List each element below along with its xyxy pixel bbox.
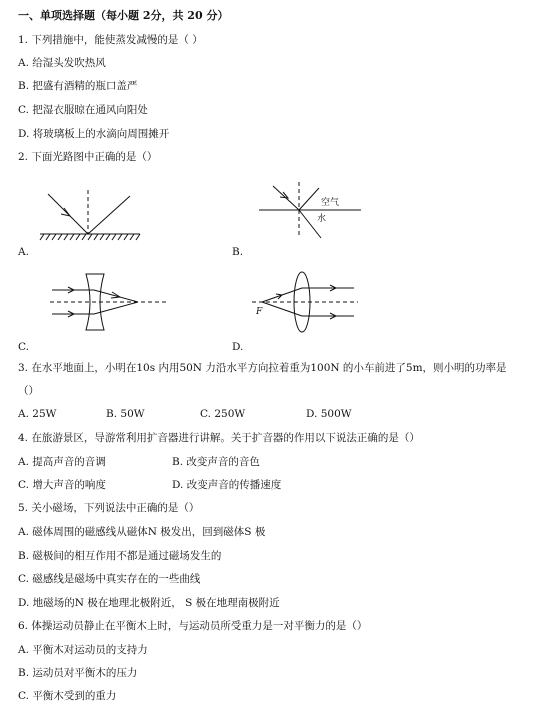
question-1-option-a: A. 给湿头发吹热风: [18, 57, 106, 69]
question-4-stem: 4. 在旅游景区，导游常利用扩音器进行讲解。关于扩音器的作用以下说法正确的是（）: [18, 432, 420, 444]
question-6-option-c: C. 平衡木受到的重力: [18, 690, 117, 702]
figure-c-concave-lens: [48, 270, 168, 334]
question-1-option-d: D. 将玻璃板上的水滴向周围摊开: [18, 128, 170, 140]
question-4-option-a: A. 提高声音的音调: [18, 456, 106, 468]
question-5-stem: 5. 关小磁场，下列说法中正确的是（）: [18, 502, 200, 514]
question-2-stem: 2. 下面光路图中正确的是（）: [18, 151, 158, 163]
question-5-option-d: D. 地磁场的N 极在地理北极附近， S 极在地理南极附近: [18, 597, 280, 609]
question-2-option-d: D.: [232, 341, 244, 353]
figure-a-reflection: [30, 182, 150, 242]
figure-d-convex-lens: [250, 268, 360, 336]
question-5-option-a: A. 磁体周围的磁感线从磁体N 极发出，回到磁体S 极: [18, 526, 266, 538]
question-6-stem: 6. 体操运动员静止在平衡木上时，与运动员所受重力是一对平衡力的是（）: [18, 620, 368, 632]
figure-a-reflected-ray: [88, 196, 130, 234]
figure-b-reflected-ray: [299, 188, 319, 210]
figure-a-hatching: [40, 234, 140, 240]
question-6-option-a: A. 平衡木对运动员的支持力: [18, 644, 148, 656]
question-4-option-c: C. 增大声音的响度: [18, 479, 106, 491]
figure-b-air-label: 空气: [321, 198, 340, 208]
question-3-stem-line1: 3. 在水平地面上，小明在10s 内用50N 力沿水平方向拉着重为100N 的小车前进了5m，则小明的功率是: [18, 362, 507, 374]
question-1-stem: 1. 下列措施中，能使蒸发减慢的是（ ）: [18, 34, 203, 46]
question-5-option-b: B. 磁极间的相互作用不都是通过磁场发生的: [18, 550, 222, 562]
question-4-option-d: D. 改变声音的传播速度: [172, 479, 282, 491]
question-3-option-d: D. 500W: [306, 408, 352, 420]
section-title: 一、单项选择题（每小题 2分，共 20 分）: [18, 9, 229, 22]
question-3-option-a: A. 25W: [18, 408, 57, 420]
question-1-option-c: C. 把湿衣服晾在通风向阳处: [18, 104, 148, 116]
question-2-option-c: C.: [18, 341, 29, 353]
figure-d-focus-label: F: [256, 307, 263, 317]
question-2-option-b: B.: [232, 246, 244, 258]
question-4-option-b: B. 改变声音的音色: [172, 456, 260, 468]
question-3-option-c: C. 250W: [200, 408, 246, 420]
question-2-option-a: A.: [18, 246, 29, 258]
figure-b-water-label: 水: [317, 214, 327, 224]
question-1-option-b: B. 把盛有酒精的瓶口盖严: [18, 80, 138, 92]
question-3-option-b: B. 50W: [106, 408, 145, 420]
figure-d-ray-bottom: [262, 302, 302, 316]
question-6-option-b: B. 运动员对平衡木的压力: [18, 667, 138, 679]
question-5-option-c: C. 磁感线是磁场中真实存在的一些曲线: [18, 573, 201, 585]
question-3-stem-line2: （）: [18, 385, 39, 397]
figure-b-refraction: [255, 180, 365, 242]
